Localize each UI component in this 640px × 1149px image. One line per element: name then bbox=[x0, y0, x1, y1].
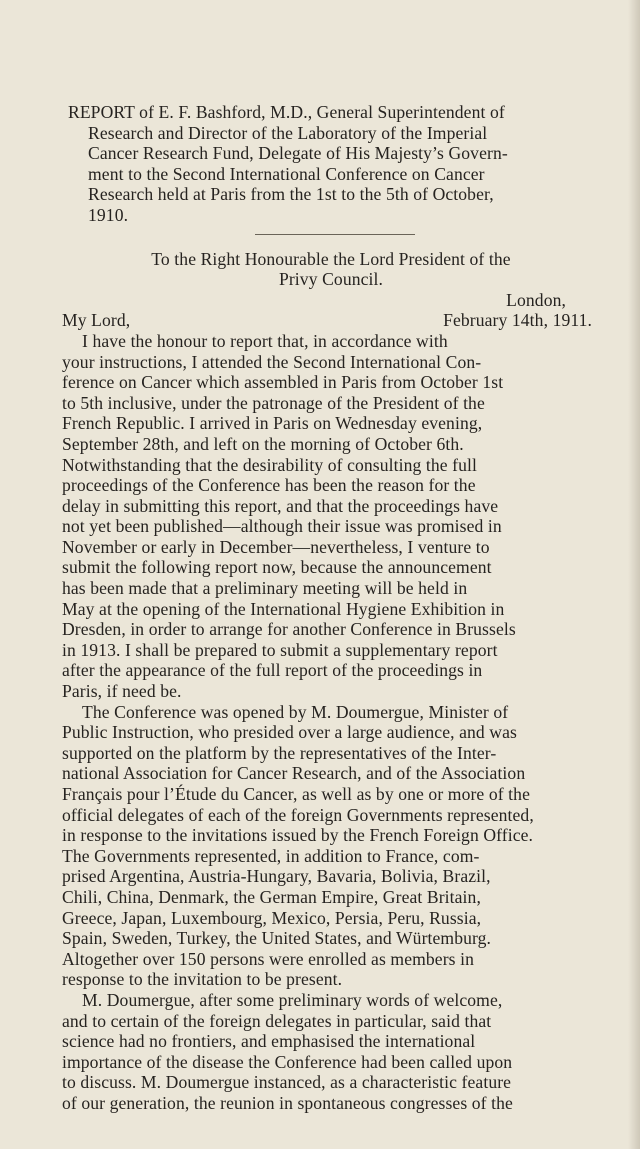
body-line: M. Doumergue, after some preliminary words of welcome, bbox=[82, 989, 503, 1010]
report-title bbox=[68, 102, 600, 226]
body-line: your instructions, I attended the Second International Con- bbox=[62, 351, 482, 372]
salutation-row bbox=[62, 310, 600, 331]
body-line: The Conference was opened by M. Doumergue, Minister of bbox=[82, 701, 509, 722]
address-line: To the Right Honourable the Lord President of the bbox=[151, 248, 511, 269]
body-line: has been made that a preliminary meeting will be held in bbox=[62, 578, 468, 599]
body-line: after the appearance of the full report of the proceedings in bbox=[62, 660, 483, 681]
title-line: Research and Director of the Laboratory of the Imperial bbox=[88, 122, 488, 143]
body-line: of our generation, the reunion in spontaneous congresses of the bbox=[62, 1092, 513, 1113]
place-line: London, bbox=[506, 289, 566, 310]
body-line: Dresden, in order to arrange for another Conference in Brussels bbox=[62, 619, 516, 640]
body-line: Chili, China, Denmark, the German Empire, Great Britain, bbox=[62, 886, 481, 907]
page-edge-shadow bbox=[628, 0, 640, 1149]
body-line: delay in submitting this report, and that the proceedings have bbox=[62, 495, 499, 516]
address-block bbox=[62, 249, 600, 290]
body-line: Altogether over 150 persons were enrolled as members in bbox=[62, 948, 474, 969]
report-body bbox=[62, 331, 600, 1114]
body-line: in 1913. I shall be prepared to submit a supplementary report bbox=[62, 639, 498, 660]
body-line: submit the following report now, because the announcement bbox=[62, 557, 492, 578]
salutation: My Lord, bbox=[62, 310, 131, 331]
title-line: Research held at Paris from the 1st to the 5th of October, bbox=[88, 184, 494, 205]
title-line: REPORT of E. F. Bashford, M.D., General Superintendent of bbox=[68, 102, 505, 122]
divider-rule bbox=[255, 234, 415, 235]
title-line: 1910. bbox=[88, 204, 129, 225]
letter-date: February 14th, 1911. bbox=[443, 310, 592, 331]
body-line: not yet been published—although their issue was promised in bbox=[62, 516, 502, 537]
date-block bbox=[62, 290, 600, 331]
body-line: ference on Cancer which assembled in Paris from October 1st bbox=[62, 372, 504, 393]
body-line: in response to the invitations issued by the French Foreign Office. bbox=[62, 825, 534, 846]
body-line: supported on the platform by the representatives of the Inter- bbox=[62, 742, 497, 763]
body-line: importance of the disease the Conference had been called upon bbox=[62, 1051, 513, 1072]
body-line: September 28th, and left on the morning of October 6th. bbox=[62, 433, 464, 454]
body-line: response to the invitation to be present. bbox=[62, 969, 343, 990]
body-line: prised Argentina, Austria-Hungary, Bavaria, Bolivia, Brazil, bbox=[62, 866, 491, 887]
title-line: ment to the Second International Conference on Cancer bbox=[88, 163, 485, 184]
body-line: Spain, Sweden, Turkey, the United States, and Würtemburg. bbox=[62, 928, 492, 949]
body-line: November or early in December—nevertheless, I venture to bbox=[62, 536, 490, 557]
body-line: science had no frontiers, and emphasised the international bbox=[62, 1031, 476, 1052]
address-line: Privy Council. bbox=[278, 269, 384, 290]
body-line: Français pour l’Étude du Cancer, as well as by one or more of the bbox=[62, 784, 530, 804]
body-line: national Association for Cancer Research, and of the Association bbox=[62, 763, 526, 784]
body-line: May at the opening of the International Hygiene Exhibition in bbox=[62, 598, 505, 619]
title-line: Cancer Research Fund, Delegate of His Majesty’s Govern- bbox=[88, 143, 508, 164]
body-line: to 5th inclusive, under the patronage of the President of the bbox=[62, 392, 485, 413]
body-line: Greece, Japan, Luxembourg, Mexico, Persia, Peru, Russia, bbox=[62, 907, 482, 928]
body-line: French Republic. I arrived in Paris on Wednesday evening, bbox=[62, 413, 483, 434]
body-line: and to certain of the foreign delegates in particular, said that bbox=[62, 1010, 492, 1031]
body-line: I have the honour to report that, in accordance with bbox=[82, 330, 448, 351]
body-line: The Governments represented, in addition to France, com- bbox=[62, 845, 480, 866]
document-text bbox=[62, 102, 600, 1114]
body-line: proceedings of the Conference has been the reason for the bbox=[62, 475, 476, 496]
body-line: official delegates of each of the foreign Governments represented, bbox=[62, 804, 534, 825]
body-line: Paris, if need be. bbox=[62, 681, 182, 702]
body-line: to discuss. M. Doumergue instanced, as a characteristic feature bbox=[62, 1072, 512, 1093]
body-line: Notwithstanding that the desirability of consulting the full bbox=[62, 454, 477, 475]
body-line: Public Instruction, who presided over a large audience, and was bbox=[62, 722, 517, 743]
